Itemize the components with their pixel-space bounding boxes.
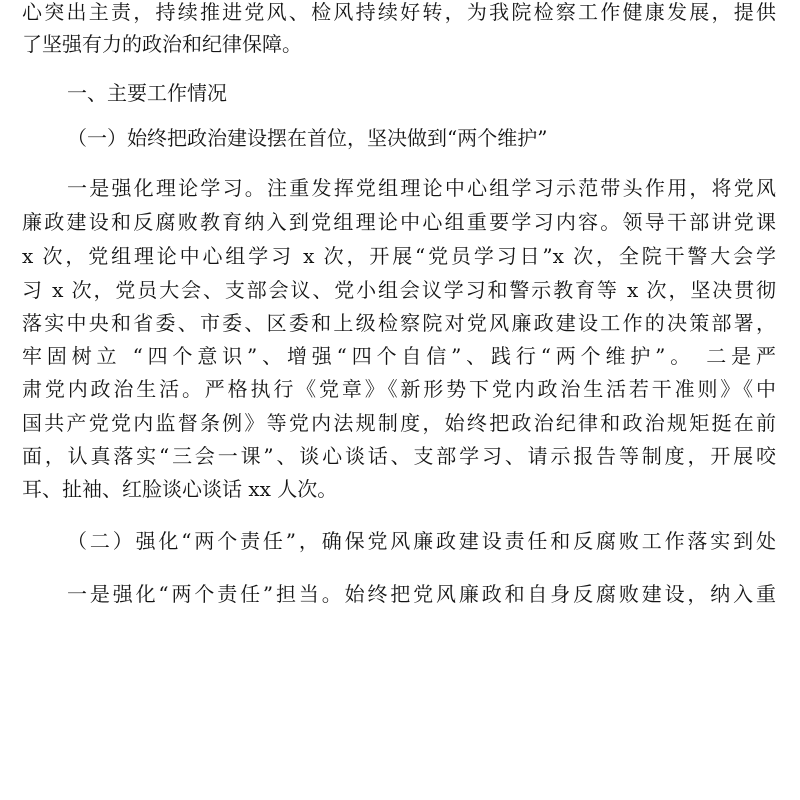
subsection-1-title: （一）始终把政治建设摆在首位，坚决做到“两个维护” xyxy=(67,126,548,150)
paragraph-1-line: 落实中央和省委、市委、区委和上级检察院对党风廉政建设工作的决策部署， xyxy=(22,311,776,335)
section-heading: 一、主要工作情况 xyxy=(67,81,227,105)
paragraph-1-line: 牢固树立 “四个意识”、增强“四个自信”、践行“两个维护”。 二是严 xyxy=(22,344,776,368)
paragraph-1-line: x 次，党组理论中心组学习 x 次，开展“党员学习日”x 次，全院干警大会学 xyxy=(22,244,776,268)
paragraph-1-line: 廉政建设和反腐败教育纳入到党组理论中心组重要学习内容。领导干部讲党课 xyxy=(22,210,776,234)
paragraph-2-line: 一是强化“两个责任”担当。始终把党风廉政和自身反腐败建设，纳入重 xyxy=(67,582,776,606)
paragraph-1-line: 面，认真落实“三会一课”、谈心谈话、支部学习、请示报告等制度，开展咬 xyxy=(22,444,776,468)
intro-line: 心突出主责，持续推进党风、检风持续好转，为我院检察工作健康发展，提供 xyxy=(22,0,776,24)
subsection-2-title: （二）强化“两个责任”，确保党风廉政建设责任和反腐败工作落实到处 xyxy=(67,529,776,553)
paragraph-1-line: 肃党内政治生活。严格执行《党章》《新形势下党内政治生活若干准则》《中 xyxy=(22,377,776,401)
paragraph-1-line: 耳、扯袖、红脸谈心谈话 xx 人次。 xyxy=(22,477,338,501)
paragraph-1-line: 习 x 次，党员大会、支部会议、党小组会议学习和警示教育等 x 次，坚决贯彻 xyxy=(22,278,776,302)
intro-line: 了坚强有力的政治和纪律保障。 xyxy=(22,32,302,56)
paragraph-1-line: 一是强化理论学习。注重发挥党组理论中心组学习示范带头作用，将党风 xyxy=(67,176,776,200)
paragraph-1-line: 国共产党党内监督条例》等党内法规制度，始终把政治纪律和政治规矩挺在前 xyxy=(22,411,776,435)
